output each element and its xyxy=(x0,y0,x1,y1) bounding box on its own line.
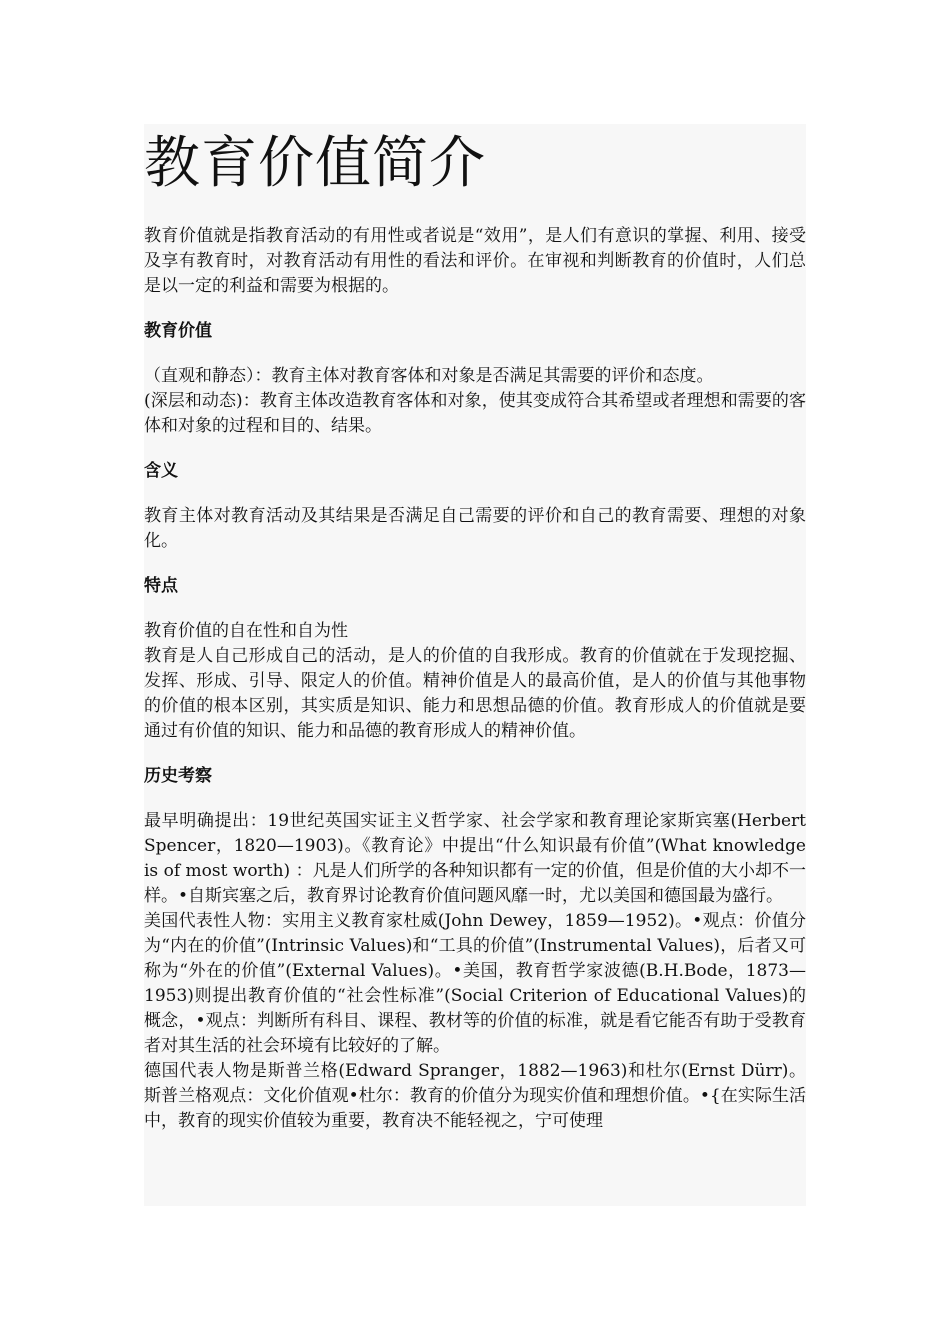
section-heading-features: 特点 xyxy=(144,576,178,596)
section-value-body xyxy=(144,364,806,439)
value-line-dynamic: (深层和动态)：教育主体改造教育客体和对象，使其变成符合其希望或者理想和需要的客体和对象的过程和目的、结果。 xyxy=(144,391,806,436)
history-line-germany: 德国代表人物是斯普兰格(Edward Spranger，1882—1963)和杜尔(Ernst Dürr)。斯普兰格观点：文化价值观•杜尔：教育的价值分为现实价值和理想价值。•{在实际生活中，教育的现实价值较为重要，教育决不能轻视之，宁可使理 xyxy=(144,1061,806,1131)
history-line-spencer: 最早明确提出：19世纪英国实证主义哲学家、社会学家和教育理论家斯宾塞(Herbert Spencer，1820—1903)。《教育论》中提出“什么知识最有价值”(What knowledge is of most worth) ：凡是人们所学的各种知识都有一定的价值，但是价值的大小却不一样。•自斯宾塞之后，教育界讨论教育价值问题风靡一时，尤以美国和德国最为盛行。 xyxy=(144,811,806,906)
section-heading-value: 教育价值 xyxy=(144,321,212,341)
section-features-body xyxy=(144,619,806,744)
value-line-static: （直观和静态）：教育主体对教育客体和对象是否满足其需要的评价和态度。 xyxy=(144,366,714,386)
section-heading-history: 历史考察 xyxy=(144,766,212,786)
features-line-body: 教育是人自己形成自己的活动，是人的价值的自我形成。教育的价值就在于发现挖掘、发挥、形成、引导、限定人的价值。精神价值是人的最高价值，是人的价值与其他事物的价值的根本区别，其实质是知识、能力和思想品德的价值。教育形成人的价值就是要通过有价值的知识、能力和品德的教育形成人的精神价值。 xyxy=(144,646,806,741)
meaning-paragraph: 教育主体对教育活动及其结果是否满足自己需要的评价和自己的教育需要、理想的对象化。 xyxy=(144,506,806,551)
section-heading-meaning: 含义 xyxy=(144,461,178,481)
section-history-body xyxy=(144,809,806,1134)
features-line-subtitle: 教育价值的自在性和自为性 xyxy=(144,621,348,641)
history-line-america: 美国代表性人物：实用主义教育家杜威(John Dewey，1859—1952)。•观点：价值分为“内在的价值”(Intrinsic Values)和“工具的价值”(Instrumental Values)，后者又可称为“外在的价值”(External Values)。•美国，教育哲学家波德(B.H.Bode，1873—1953)则提出教育价值的“社会性标准”(Social Criterion of Educational Values)的概念，•观点：判断所有科目、课程、教材等的价值的标准，就是看它能否有助于受教育者对其生活的社会环境有比较好的了解。 xyxy=(144,911,806,1056)
document-page xyxy=(144,124,806,1206)
intro-paragraph: 教育价值就是指教育活动的有用性或者说是“效用”，是人们有意识的掌握、利用、接受及享有教育时，对教育活动有用性的看法和评价。在审视和判断教育的价值时，人们总是以一定的利益和需要为根据的。 xyxy=(144,226,806,296)
document-title: 教育价值简介 xyxy=(144,131,486,196)
